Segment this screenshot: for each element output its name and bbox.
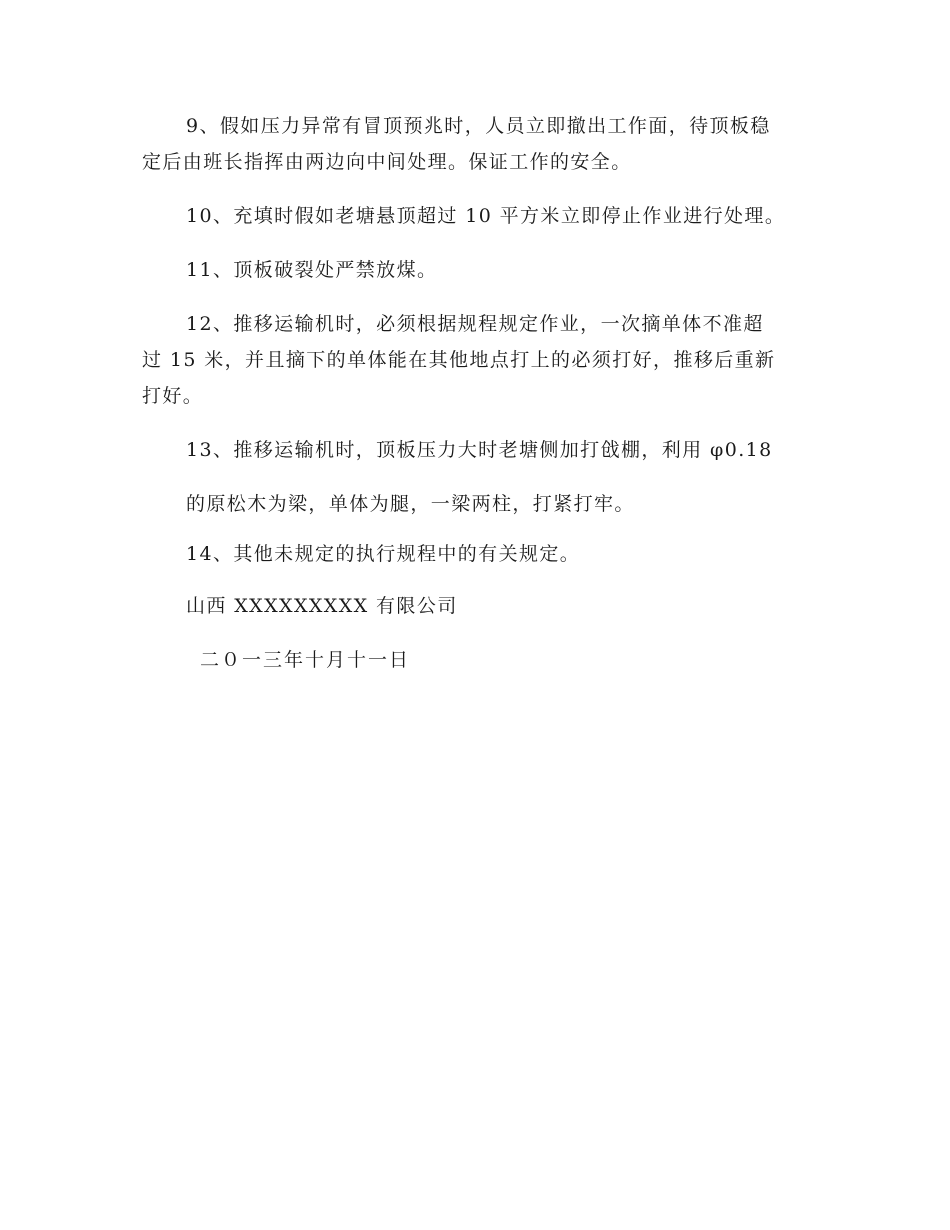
rule-12-line-3: 打好。 (142, 385, 204, 407)
rule-10-line-1: 10、充填时假如老塘悬顶超过 10 平方米立即停止作业进行处理。 (186, 205, 786, 227)
rule-11-line-1: 11、顶板破裂处严禁放煤。 (186, 259, 438, 281)
rule-12-line-2: 过 15 米，并且摘下的单体能在其他地点打上的必须打好，推移后重新 (142, 349, 776, 371)
rule-13-line-1: 13、推移运输机时，顶板压力大时老塘侧加打戗棚，利用 φ0.18 (186, 439, 773, 461)
rule-9-line-1: 9、假如压力异常有冒顶预兆时，人员立即撤出工作面，待顶板稳 (186, 115, 771, 137)
document-date: 二０一三年十月十一日 (200, 649, 411, 671)
company-name: 山西 XXXXXXXXX 有限公司 (186, 595, 458, 617)
rule-13-line-2: 的原松木为梁，单体为腿，一梁两柱，打紧打牢。 (186, 493, 635, 515)
rule-14-line-1: 14、其他未规定的执行规程中的有关规定。 (186, 543, 581, 565)
rule-9-line-2: 定后由班长指挥由两边向中间处理。保证工作的安全。 (142, 151, 632, 173)
rule-12-line-1: 12、推移运输机时，必须根据规程规定作业，一次摘单体不准超 (186, 313, 764, 335)
